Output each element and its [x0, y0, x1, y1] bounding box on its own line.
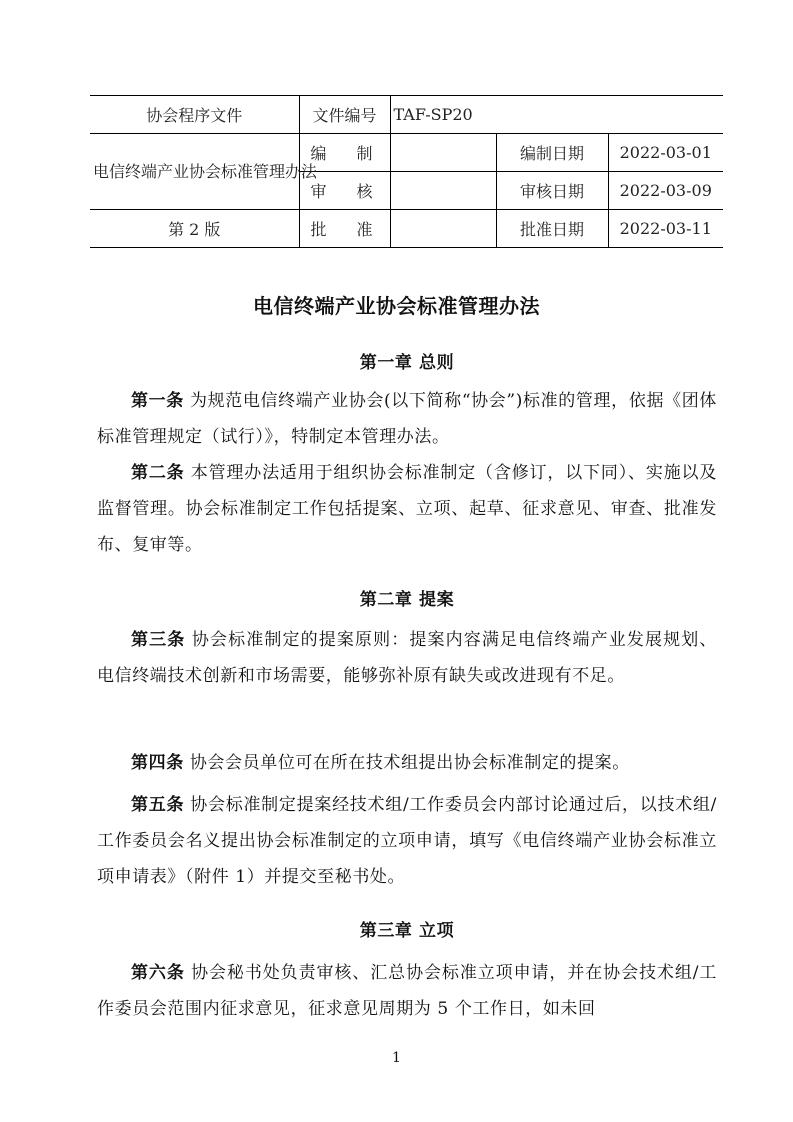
approve-label-first: 批 — [310, 220, 327, 239]
article-paragraph — [97, 622, 717, 694]
header-row-2 — [90, 134, 723, 172]
article-paragraph — [97, 455, 717, 563]
article-label: 第五条 — [131, 795, 185, 815]
article-text: 协会标准制定提案经技术组/工作委员会内部讨论通过后，以技术组/工作委员会名义提出协会标准制定的立项申请，填写《电信终端产业协会标准立项申请表》（附件 1）并提交至秘书处。 — [97, 795, 717, 887]
article-text: 本管理办法适用于组织协会标准制定（含修订，以下同）、实施以及监督管理。协会标准制定工作包括提案、立项、起草、征求意见、审查、批准发布、复审等。 — [97, 463, 717, 555]
prepare-label-second: 制 — [356, 144, 373, 163]
article-text: 为规范电信终端产业协会(以下简称“协会”)标准的管理，依据《团体标准管理规定（试行）》，特制定本管理办法。 — [97, 391, 717, 447]
document-header-table — [90, 95, 723, 248]
prepare-signature-cell — [390, 134, 496, 172]
article-label: 第六条 — [131, 963, 185, 983]
review-signature-cell — [390, 172, 496, 210]
header-title-cell: 电信终端产业协会标准管理办法 — [90, 134, 299, 210]
article-paragraph — [97, 787, 717, 895]
prepare-date-label-cell: 编制日期 — [496, 134, 608, 172]
doc-type-cell: 协会程序文件 — [90, 96, 299, 134]
approve-date-label-cell: 批准日期 — [496, 210, 608, 248]
article-text: 协会会员单位可在所在技术组提出协会标准制定的提案。 — [183, 753, 630, 773]
review-date-label-cell: 审核日期 — [496, 172, 608, 210]
article-label: 第二条 — [131, 463, 185, 483]
review-date-cell: 2022-03-09 — [608, 172, 723, 210]
article-label: 第三条 — [131, 630, 186, 650]
approve-signature-cell — [390, 210, 496, 248]
article-text: 协会标准制定的提案原则：提案内容满足电信终端产业发展规划、电信终端技术创新和市场需要，能够弥补原有缺失或改进现有不足。 — [97, 630, 717, 686]
article-paragraph — [97, 383, 717, 455]
chapter-heading: 第三章 立项 — [359, 921, 455, 941]
header-row-1 — [90, 96, 723, 134]
doc-no-value-cell: TAF-SP20 — [390, 96, 723, 134]
chapter-heading: 第一章 总则 — [359, 353, 455, 373]
article-paragraph — [97, 955, 717, 1027]
prepare-date-cell: 2022-03-01 — [608, 134, 723, 172]
article-text: 协会秘书处负责审核、汇总协会标准立项申请，并在协会技术组/工作委员会范围内征求意见，征求意见周期为 5 个工作日，如未回 — [97, 963, 717, 1019]
chapter-heading: 第二章 提案 — [359, 590, 455, 610]
approve-date-cell: 2022-03-11 — [608, 210, 723, 248]
document-title: 电信终端产业协会标准管理办法 — [253, 294, 540, 318]
article-paragraph — [97, 745, 717, 781]
version-cell: 第 2 版 — [90, 210, 299, 248]
article-label: 第四条 — [131, 753, 184, 773]
article-label: 第一条 — [131, 391, 184, 411]
header-row-4 — [90, 210, 723, 248]
review-label-first: 审 — [310, 182, 327, 201]
approve-label-second: 准 — [356, 220, 373, 239]
doc-no-label-cell: 文件编号 — [299, 96, 390, 134]
approve-label-cell — [299, 210, 390, 248]
page-number: 1 — [392, 1050, 401, 1066]
prepare-label-first: 编 — [310, 144, 327, 163]
review-label-second: 核 — [356, 182, 373, 201]
